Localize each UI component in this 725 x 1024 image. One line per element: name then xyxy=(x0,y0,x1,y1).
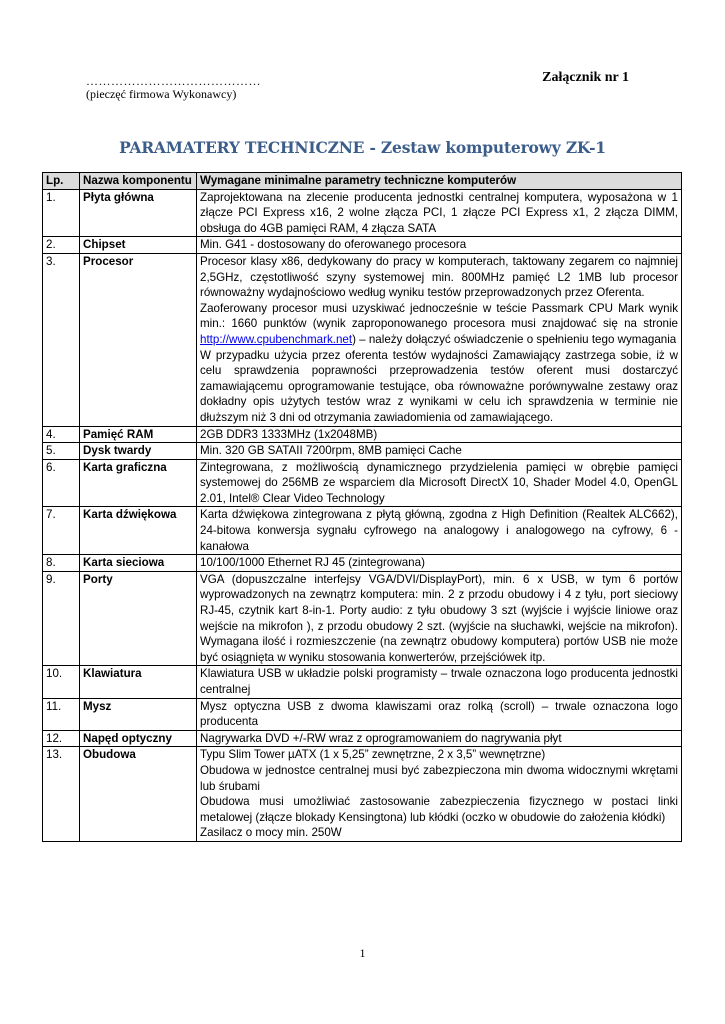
desc-paragraph: Typu Slim Tower µATX (1 x 5,25” zewnętrzne, 2 x 3,5” wewnętrzne) xyxy=(200,748,546,762)
row-lp: 4. xyxy=(43,426,80,443)
spec-table xyxy=(42,172,682,842)
desc-paragraph: Obudowa w jednostce centralnej musi być zabezpieczona min dwoma widocznymi wkrętami lub śrubami xyxy=(200,763,678,793)
table-row xyxy=(43,426,682,443)
row-name: Karta graficzna xyxy=(80,459,197,507)
cpubenchmark-link[interactable]: http://www.cpubenchmark.net xyxy=(200,332,353,346)
table-row xyxy=(43,730,682,747)
row-name: Karta sieciowa xyxy=(80,555,197,572)
header-lp: Lp. xyxy=(43,173,80,190)
row-lp: 12. xyxy=(43,730,80,747)
table-row xyxy=(43,747,682,842)
row-desc: Min. 320 GB SATAII 7200rpm, 8MB pamięci Cache xyxy=(197,443,682,460)
desc-text: ) – należy dołączyć oświadczenie o spełnieniu tego wymagania xyxy=(352,332,677,346)
row-lp: 5. xyxy=(43,443,80,460)
row-desc xyxy=(197,747,682,842)
row-desc: 10/100/1000 Ethernet RJ 45 (zintegrowana) xyxy=(197,555,682,572)
desc-paragraph: Zasilacz o mocy min. 250W xyxy=(200,826,342,840)
table-row xyxy=(43,698,682,730)
table-row xyxy=(43,666,682,698)
row-name: Karta dźwiękowa xyxy=(80,507,197,555)
table-row xyxy=(43,555,682,572)
row-name: Obudowa xyxy=(80,747,197,842)
page-title: PARAMATERY TECHNICZNE - Zestaw komputerowy ZK-1 xyxy=(119,138,606,157)
header-desc: Wymagane minimalne parametry techniczne komputerów xyxy=(197,173,682,190)
row-lp: 9. xyxy=(43,571,80,666)
row-name: Chipset xyxy=(80,237,197,254)
page-number: 1 xyxy=(359,946,366,960)
row-lp: 11. xyxy=(43,698,80,730)
row-desc: Klawiatura USB w układzie polski programisty – trwale oznaczona logo producenta jednostki centralnej xyxy=(197,666,682,698)
row-lp: 13. xyxy=(43,747,80,842)
row-desc: 2GB DDR3 1333MHz (1x2048MB) xyxy=(197,426,682,443)
desc-text: Zaoferowany procesor musi uzyskiwać jednocześnie w teście Passmark CPU Mark wynik min.: 1660 punktów (wynik zaproponowanego procesora musi znajdować się na stronie xyxy=(200,301,678,331)
row-name: Procesor xyxy=(80,253,197,426)
row-desc: Min. G41 - dostosowany do oferowanego procesora xyxy=(197,237,682,254)
row-desc: Nagrywarka DVD +/-RW wraz z oprogramowaniem do nagrywania płyt xyxy=(197,730,682,747)
table-row xyxy=(43,507,682,555)
row-lp: 3. xyxy=(43,253,80,426)
row-desc xyxy=(197,253,682,426)
row-lp: 2. xyxy=(43,237,80,254)
row-name: Mysz xyxy=(80,698,197,730)
row-name: Porty xyxy=(80,571,197,666)
header-name: Nazwa komponentu xyxy=(80,173,197,190)
row-desc: Karta dźwiękowa zintegrowana z płytą główną, zgodna z High Definition (Realtek ALC662), 24-bitowa konwersja sygnału cyfrowego na analogowy i analogowego na cyfrowy, 6 - kanałowa xyxy=(197,507,682,555)
row-name: Pamięć RAM xyxy=(80,426,197,443)
row-desc: VGA (dopuszczalne interfejsy VGA/DVI/DisplayPort), min. 6 x USB, w tym 6 portów wyprowadzonych na zewnątrz komputera: min. 2 z przodu obudowy i 4 z tyłu, port sieciowy RJ-45, czytnik kart 8-in-1. Porty audio: z tyłu obudowy 3 szt (wyjście i wyjście liniowe oraz wejście na mikrofon ), z przodu obudowy 2 szt. (wyjście na słuchawki, wejście na mikrofon). Wymagana ilość i rozmieszczenie (na zewnątrz obudowy komputera) portów USB nie może być osiągnięta w wyniku stosowania konwerterów, przejściówek itp. xyxy=(197,571,682,666)
table-row xyxy=(43,253,682,426)
row-desc: Mysz optyczna USB z dwoma klawiszami oraz rolką (scroll) – trwale oznaczona logo producenta xyxy=(197,698,682,730)
desc-paragraph: Procesor klasy x86, dedykowany do pracy w komputerach, taktowany zegarem co najmniej 2,5GHz, częstotliwość szyny systemowej min. 800MHz pamięć L2 1MB lub procesor równoważny wydajnościowo według wyniku testów przeprowadzonych przez Oferenta. xyxy=(200,254,678,300)
table-row xyxy=(43,189,682,237)
table-header-row xyxy=(43,173,682,190)
row-desc: Zintegrowana, z możliwością dynamicznego przydzielenia pamięci w obrębie pamięci systemowej do 256MB ze wsparciem dla Microsoft DirectX 10, Shader Model 4.0, OpenGL 2.01, Intel® Clear Video Technology xyxy=(197,459,682,507)
row-lp: 6. xyxy=(43,459,80,507)
table-row xyxy=(43,459,682,507)
stamp-label: (pieczęć firmowa Wykonawcy) xyxy=(86,87,237,101)
row-name: Płyta główna xyxy=(80,189,197,237)
table-row xyxy=(43,443,682,460)
desc-paragraph: Obudowa musi umożliwiać zastosowanie zabezpieczenia fizycznego w postaci linki metalowej (złącze blokady Kensingtona) lub kłódki (oczko w obudowie do założenia kłódki) xyxy=(200,795,678,824)
row-name: Napęd optyczny xyxy=(80,730,197,747)
desc-paragraph: W przypadku użycia przez oferenta testów wydajności Zamawiający zastrzega sobie, iż w celu sprawdzenia poprawności przeprowadzenia testów oferent musi dostarczyć zamawiającemu oprogramowanie testujące, oba równoważne porównywalne zestawy oraz dokładny opis użytych testów wraz z wynikami w celu ich sprawdzenia w terminie nie dłuższym niż 3 dni od otrzymania zawiadomienia od zamawiającego. xyxy=(200,348,678,424)
table-row xyxy=(43,237,682,254)
row-lp: 10. xyxy=(43,666,80,698)
stamp-placeholder-dots: …………………………………… xyxy=(86,74,261,88)
row-lp: 7. xyxy=(43,507,80,555)
row-lp: 8. xyxy=(43,555,80,572)
desc-paragraph xyxy=(200,301,678,348)
annex-label: Załącznik nr 1 xyxy=(542,70,629,85)
row-lp: 1. xyxy=(43,189,80,237)
row-desc: Zaprojektowana na zlecenie producenta jednostki centralnej komputera, wyposażona w 1 złącze PCI Express x16, 2 wolne złącza PCI, 1 złącze PCI Express x1, 2 złącza DIMM, obsługa do 4GB pamięci RAM, 4 złącza SATA xyxy=(197,189,682,237)
row-name: Dysk twardy xyxy=(80,443,197,460)
row-name: Klawiatura xyxy=(80,666,197,698)
table-row xyxy=(43,571,682,666)
